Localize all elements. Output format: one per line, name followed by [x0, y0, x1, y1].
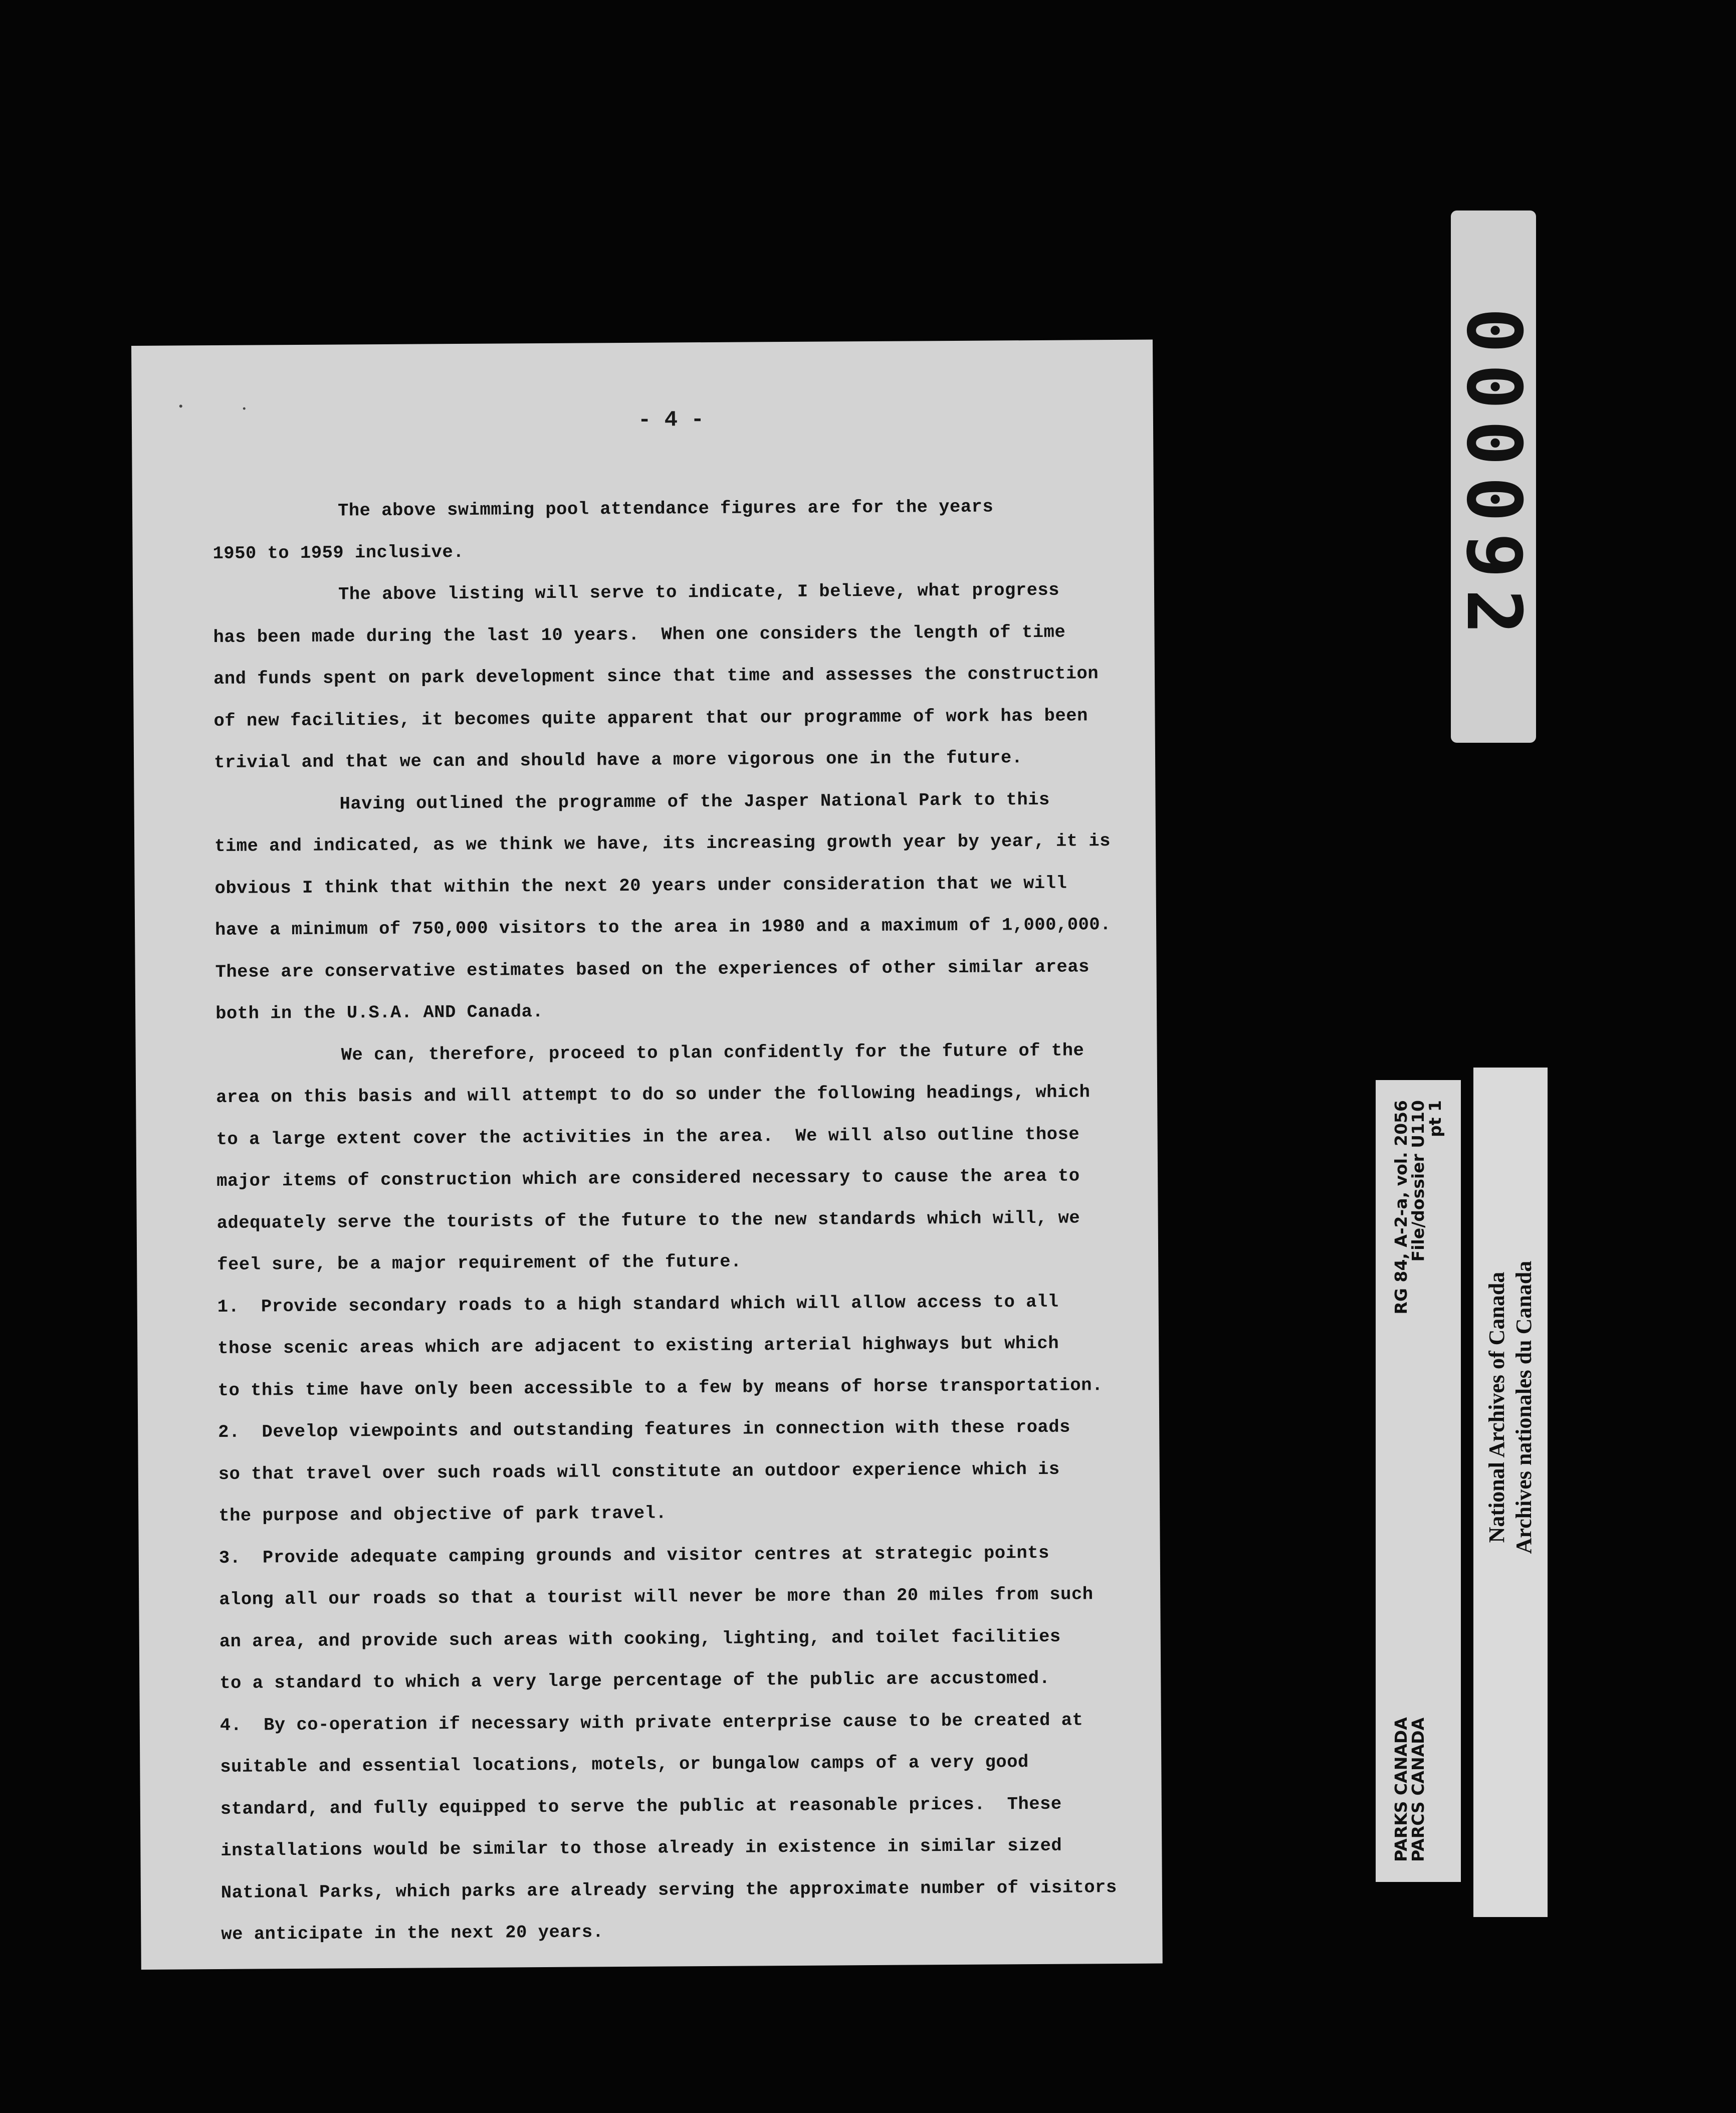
frame-counter-label — [1451, 210, 1536, 743]
text-line: adequately serve the tourists of the future to the new standards which will, we — [216, 1207, 1080, 1233]
text-line: we anticipate in the next 20 years. — [221, 1922, 604, 1945]
text-line: both in the U.S.A. AND Canada. — [215, 1001, 544, 1024]
scan-speck — [243, 407, 246, 410]
page-number: - 4 - — [637, 407, 705, 433]
text-line: suitable and essential locations, motels, or bungalow camps of a very good — [220, 1752, 1029, 1777]
archive-label — [1473, 1068, 1548, 1917]
record-group: RG 84, A-2-a, vol. 2056 — [1391, 1100, 1411, 1315]
text-line: 1. Provide secondary roads to a high standard which will allow access to all — [217, 1291, 1059, 1317]
text-line: of new facilities, it becomes quite apparent that our programme of work has been — [213, 705, 1088, 731]
agency-name-en: PARKS CANADA — [1391, 1717, 1411, 1862]
text-line: trivial and that we can and should have a more vigorous one in the future. — [213, 747, 1023, 773]
frame-counter-digits: 000092 — [1450, 308, 1537, 646]
text-line: installations would be similar to those already in existence in similar sized — [221, 1835, 1062, 1861]
file-number: File/dossier U110 — [1408, 1100, 1428, 1262]
text-line: Having outlined the programme of the Jasper National Park to this — [339, 789, 1050, 814]
text-line: 3. Provide adequate camping grounds and visitor centres at strategic points — [219, 1542, 1049, 1568]
text-line: to a standard to which a very large percentage of the public are accustomed. — [220, 1667, 1050, 1694]
text-line: We can, therefore, proceed to plan confidently for the future of the — [341, 1039, 1084, 1065]
text-line: standard, and fully equipped to serve the public at reasonable prices. These — [220, 1793, 1062, 1819]
text-line: National Parks, which parks are already serving the approximate number of visitors — [221, 1876, 1117, 1903]
scan-speck — [179, 404, 182, 407]
text-line: along all our roads so that a tourist will never be more than 20 miles from such — [219, 1584, 1094, 1610]
text-line: feel sure, be a major requirement of the future. — [217, 1251, 742, 1275]
text-line: obvious I think that within the next 20 years under consideration that we will — [214, 873, 1067, 899]
text-line: The above listing will serve to indicate, I believe, what progress — [338, 579, 1060, 605]
text-line: so that travel over such roads will constitute an outdoor experience which is — [218, 1458, 1060, 1485]
text-line: and funds spent on park development since that time and assesses the construction — [213, 663, 1099, 690]
document-body — [212, 485, 1139, 1956]
text-line: have a minimum of 750,000 visitors to the area in 1980 and a maximum of 1,000,000. — [214, 914, 1112, 941]
text-line: 2. Develop viewpoints and outstanding features in connection with these roads — [218, 1416, 1071, 1442]
text-line: to this time have only been accessible to a few by means of horse transportation. — [218, 1374, 1103, 1401]
part-number: pt 1 — [1425, 1100, 1445, 1137]
text-line: 1950 to 1959 inclusive. — [212, 541, 465, 564]
text-line: area on this basis and will attempt to do so under the following headings, which — [216, 1082, 1091, 1108]
text-line: to a large extent cover the activities in the area. We will also outline those — [216, 1123, 1080, 1150]
document-page — [131, 340, 1163, 1970]
text-line: has been made during the last 10 years. When one considers the length of time — [213, 621, 1066, 648]
text-line: the purpose and objective of park travel. — [219, 1503, 667, 1526]
text-line: those scenic areas which are adjacent to existing arterial highways but which — [218, 1333, 1059, 1359]
agency-name-fr: PARCS CANADA — [1408, 1717, 1428, 1862]
archive-name-en: National Archives of Canada — [1484, 1272, 1509, 1543]
text-line: The above swimming pool attendance figures are for the years — [337, 496, 994, 521]
text-line: 4. By co-operation if necessary with private enterprise cause to be created at — [220, 1709, 1083, 1736]
text-line: an area, and provide such areas with cooking, lighting, and toilet facilities — [219, 1626, 1061, 1652]
text-line: time and indicated, as we think we have, its increasing growth year by year, it is — [214, 830, 1111, 857]
text-line: These are conservative estimates based on the experiences of other similar areas — [215, 956, 1090, 982]
text-line: major items of construction which are considered necessary to cause the area to — [216, 1165, 1080, 1191]
archive-name-fr: Archives nationales du Canada — [1511, 1260, 1536, 1554]
reference-label — [1376, 1080, 1461, 1882]
